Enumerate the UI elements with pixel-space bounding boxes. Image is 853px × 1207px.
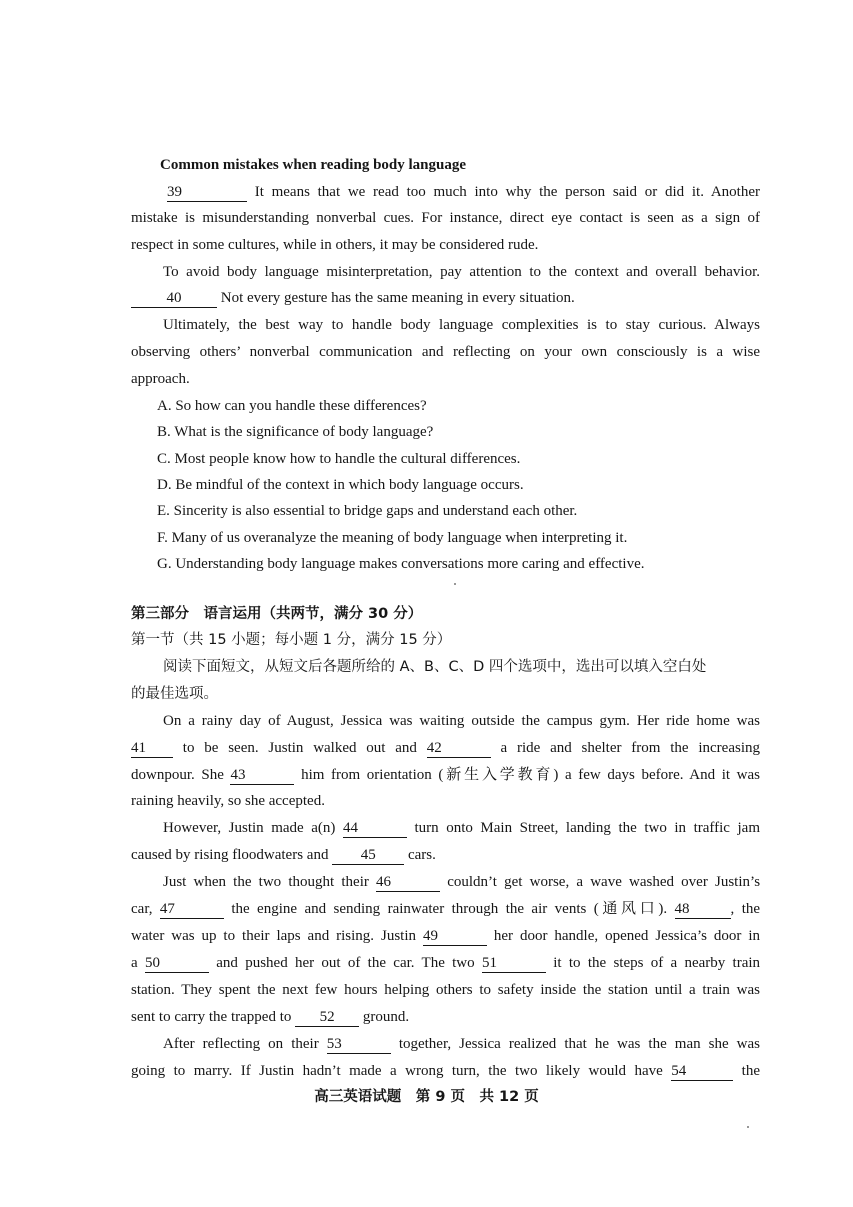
cloze-line-9: water was up to their laps and rising. Justin 49 her door handle, opened Jessica’s door in: [131, 928, 760, 944]
cloze-line-10: a 50 and pushed her out of the car. The two 51 it to the steps of a nearby train: [131, 955, 760, 971]
blank-49[interactable]: 49: [423, 928, 487, 946]
blank-46[interactable]: 46: [376, 874, 440, 892]
cloze-line-6: caused by rising floodwaters and 45 cars.: [131, 847, 436, 863]
cloze-line-4: raining heavily, so she accepted.: [131, 793, 325, 809]
cloze-line-5: However, Justin made a(n) 44 turn onto Main Street, landing the two in traffic jam: [163, 820, 760, 836]
option-c: C. Most people know how to handle the cultural differences.: [157, 451, 521, 467]
cloze-line-13: After reflecting on their 53 together, Jessica realized that he was the man she was: [163, 1036, 760, 1052]
para-3-line-2: observing others’ nonverbal communication and reflecting on your own consciously is a wise: [131, 344, 760, 360]
scan-speck: [454, 583, 456, 585]
blank-44[interactable]: 44: [343, 820, 407, 838]
option-b: B. What is the significance of body language?: [157, 424, 434, 440]
para-2-line-1: To avoid body language misinterpretation, pay attention to the context and overall behavior.: [163, 264, 760, 280]
instruction-line-2: 的最佳选项。: [131, 686, 218, 702]
blank-54[interactable]: 54: [671, 1063, 733, 1081]
blank-45[interactable]: 45: [332, 847, 404, 865]
blank-48[interactable]: 48: [675, 901, 731, 919]
para-1-line-1: 39 It means that we read too much into why the person said or did it. Another: [167, 184, 760, 200]
option-g: G. Understanding body language makes conversations more caring and effective.: [157, 556, 645, 572]
cloze-line-14: going to marry. If Justin hadn’t made a wrong turn, the two likely would have 54 the: [131, 1063, 760, 1079]
para-3-line-1: Ultimately, the best way to handle body language complexities is to stay curious. Always: [163, 317, 760, 333]
scan-speck: [747, 1126, 749, 1128]
cloze-line-7: Just when the two thought their 46 couldn’t get worse, a wave washed over Justin’s: [163, 874, 760, 890]
blank-40[interactable]: 40: [131, 290, 217, 308]
cloze-line-3: downpour. She 43 him from orientation (新生入学教育) a few days before. And it was: [131, 767, 760, 783]
option-a: A. So how can you handle these differences?: [157, 398, 427, 414]
blank-53[interactable]: 53: [327, 1036, 391, 1054]
blank-50[interactable]: 50: [145, 955, 209, 973]
part-3-heading: 第三部分 语言运用（共两节，满分 30 分）: [131, 606, 423, 622]
instruction-line-1: 阅读下面短文，从短文后各题所给的 A、B、C、D 四个选项中，选出可以填入空白处: [163, 659, 707, 675]
option-d: D. Be mindful of the context in which body language occurs.: [157, 477, 524, 493]
blank-51[interactable]: 51: [482, 955, 546, 973]
cloze-line-8: car, 47 the engine and sending rainwater through the air vents (通风口). 48 , the: [131, 901, 760, 917]
blank-41[interactable]: 41: [131, 740, 173, 758]
blank-52[interactable]: 52: [295, 1009, 359, 1027]
cloze-line-11: station. They spent the next few hours helping others to safety inside the station until a train was: [131, 982, 760, 998]
blank-39[interactable]: 39: [167, 184, 247, 202]
para-2-line-2: 40 Not every gesture has the same meaning in every situation.: [131, 288, 575, 308]
cloze-line-12: sent to carry the trapped to 52 ground.: [131, 1009, 410, 1025]
section-1-heading: 第一节（共 15 小题；每小题 1 分，满分 15 分）: [131, 632, 452, 648]
para-1-line-2: mistake is misunderstanding nonverbal cues. For instance, direct eye contact is seen as a sign of: [131, 210, 760, 226]
page-footer: 高三英语试题 第 9 页 共 12 页: [314, 1089, 539, 1105]
blank-47[interactable]: 47: [160, 901, 224, 919]
passage-title: Common mistakes when reading body language: [160, 157, 467, 173]
cloze-line-2: 41 to be seen. Justin walked out and 42 a ride and shelter from the increasing: [131, 740, 760, 756]
para-3-line-3: approach.: [131, 371, 190, 387]
option-f: F. Many of us overanalyze the meaning of body language when interpreting it.: [157, 530, 628, 546]
blank-43[interactable]: 43: [230, 767, 294, 785]
blank-42[interactable]: 42: [427, 740, 491, 758]
para-1-line-3: respect in some cultures, while in others, it may be considered rude.: [131, 237, 539, 253]
option-e: E. Sincerity is also essential to bridge gaps and understand each other.: [157, 503, 578, 519]
cloze-line-1: On a rainy day of August, Jessica was waiting outside the campus gym. Her ride home was: [163, 713, 760, 729]
